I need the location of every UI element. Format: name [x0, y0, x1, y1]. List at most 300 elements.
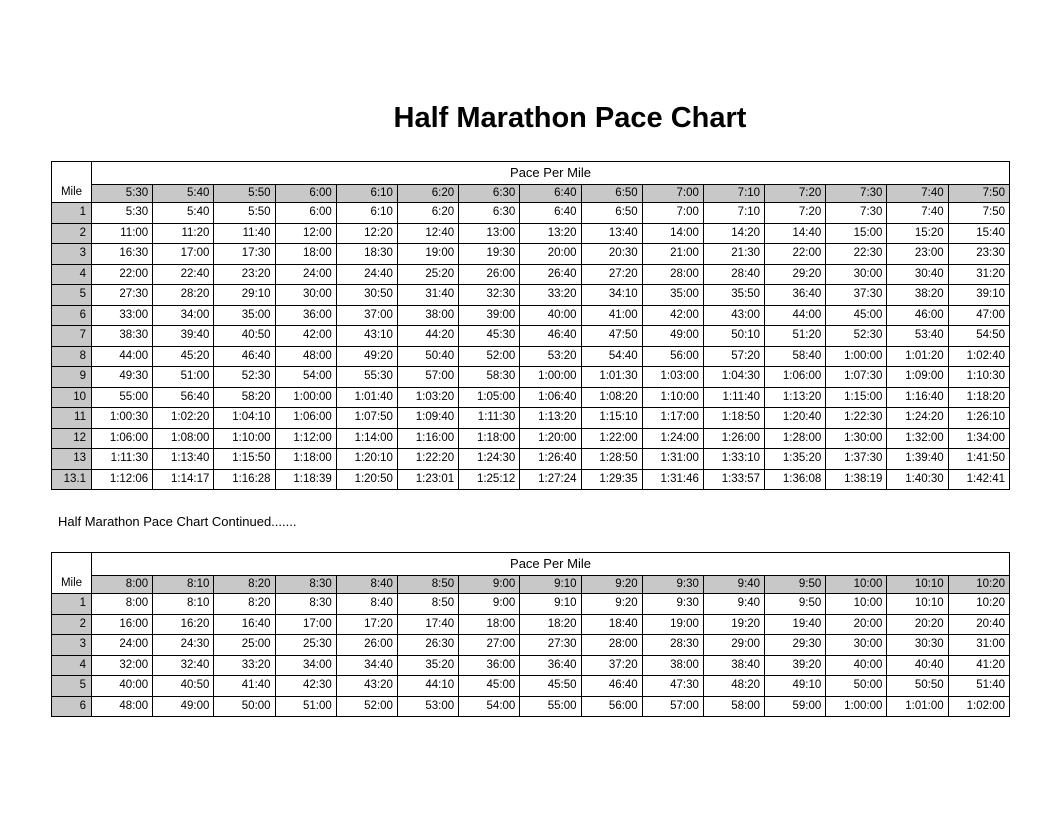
time-cell: 1:12:00	[275, 428, 336, 449]
time-cell: 11:00	[92, 223, 153, 244]
pace-per-mile-header: Pace Per Mile	[92, 162, 1010, 185]
time-cell: 26:40	[520, 264, 581, 285]
time-cell: 1:22:00	[581, 428, 642, 449]
time-cell: 34:40	[336, 655, 397, 676]
table-row	[52, 387, 1010, 408]
time-cell: 20:40	[948, 614, 1009, 635]
time-cell: 1:40:30	[887, 469, 948, 490]
time-cell: 1:14:00	[336, 428, 397, 449]
time-cell: 1:07:50	[336, 408, 397, 429]
time-cell: 24:40	[336, 264, 397, 285]
pace-title-row	[52, 162, 1010, 185]
time-cell: 38:00	[397, 305, 458, 326]
time-cell: 1:27:24	[520, 469, 581, 490]
time-cell: 24:30	[153, 635, 214, 656]
table-row	[52, 614, 1010, 635]
mile-cell: 13.1	[52, 469, 92, 490]
time-cell: 1:34:00	[948, 428, 1009, 449]
time-cell: 40:50	[214, 326, 275, 347]
time-cell: 37:30	[826, 285, 887, 306]
time-cell: 33:20	[214, 655, 275, 676]
time-cell: 8:10	[153, 594, 214, 615]
time-cell: 55:00	[520, 696, 581, 717]
time-cell: 1:13:40	[153, 449, 214, 470]
table-row	[52, 223, 1010, 244]
time-cell: 56:00	[642, 346, 703, 367]
time-cell: 1:28:50	[581, 449, 642, 470]
time-cell: 1:18:00	[275, 449, 336, 470]
time-cell: 1:23:01	[397, 469, 458, 490]
time-cell: 32:30	[459, 285, 520, 306]
time-cell: 7:40	[887, 203, 948, 224]
pace-table-1	[51, 161, 1010, 490]
pace-header-cell: 6:00	[275, 185, 336, 203]
time-cell: 1:01:30	[581, 367, 642, 388]
table-row	[52, 635, 1010, 656]
time-cell: 1:11:30	[92, 449, 153, 470]
table-row	[52, 428, 1010, 449]
time-cell: 1:13:20	[520, 408, 581, 429]
time-cell: 27:00	[459, 635, 520, 656]
time-cell: 25:00	[214, 635, 275, 656]
time-cell: 36:00	[275, 305, 336, 326]
table-row	[52, 449, 1010, 470]
mile-cell: 6	[52, 305, 92, 326]
time-cell: 45:30	[459, 326, 520, 347]
mile-cell: 1	[52, 203, 92, 224]
pace-header-cell: 8:00	[92, 576, 153, 594]
time-cell: 20:20	[887, 614, 948, 635]
time-cell: 55:00	[92, 387, 153, 408]
time-cell: 32:40	[153, 655, 214, 676]
table-row	[52, 203, 1010, 224]
table-row	[52, 285, 1010, 306]
time-cell: 10:10	[887, 594, 948, 615]
time-cell: 18:20	[520, 614, 581, 635]
time-cell: 49:20	[336, 346, 397, 367]
time-cell: 23:00	[887, 244, 948, 265]
time-cell: 51:40	[948, 676, 1009, 697]
time-cell: 55:30	[336, 367, 397, 388]
time-cell: 28:20	[153, 285, 214, 306]
time-cell: 40:00	[826, 655, 887, 676]
time-cell: 40:50	[153, 676, 214, 697]
time-cell: 1:18:20	[948, 387, 1009, 408]
time-cell: 38:00	[642, 655, 703, 676]
time-cell: 30:00	[826, 264, 887, 285]
time-cell: 42:00	[642, 305, 703, 326]
time-cell: 52:00	[459, 346, 520, 367]
time-cell: 56:00	[581, 696, 642, 717]
time-cell: 51:00	[153, 367, 214, 388]
pace-table-2	[51, 552, 1010, 717]
time-cell: 35:00	[214, 305, 275, 326]
mile-column-header: Mile	[52, 162, 92, 203]
time-cell: 7:30	[826, 203, 887, 224]
time-cell: 43:10	[336, 326, 397, 347]
time-cell: 12:40	[397, 223, 458, 244]
time-cell: 1:42:41	[948, 469, 1009, 490]
time-cell: 1:20:50	[336, 469, 397, 490]
time-cell: 28:00	[581, 635, 642, 656]
time-cell: 36:40	[520, 655, 581, 676]
time-cell: 1:26:40	[520, 449, 581, 470]
time-cell: 44:10	[397, 676, 458, 697]
time-cell: 1:03:00	[642, 367, 703, 388]
time-cell: 1:32:00	[887, 428, 948, 449]
time-cell: 33:00	[92, 305, 153, 326]
time-cell: 32:00	[92, 655, 153, 676]
time-cell: 9:50	[765, 594, 826, 615]
time-cell: 57:00	[397, 367, 458, 388]
time-cell: 52:30	[826, 326, 887, 347]
mile-cell: 3	[52, 635, 92, 656]
time-cell: 6:10	[336, 203, 397, 224]
table-row	[52, 367, 1010, 388]
time-cell: 29:30	[765, 635, 826, 656]
time-cell: 1:06:00	[92, 428, 153, 449]
time-cell: 58:40	[765, 346, 826, 367]
time-cell: 1:26:00	[703, 428, 764, 449]
time-cell: 1:01:00	[887, 696, 948, 717]
pace-header-cell: 8:10	[153, 576, 214, 594]
time-cell: 1:08:00	[153, 428, 214, 449]
time-cell: 1:16:00	[397, 428, 458, 449]
time-cell: 49:00	[153, 696, 214, 717]
time-cell: 1:18:39	[275, 469, 336, 490]
time-cell: 1:08:20	[581, 387, 642, 408]
time-cell: 30:50	[336, 285, 397, 306]
time-cell: 19:30	[459, 244, 520, 265]
time-cell: 50:00	[826, 676, 887, 697]
time-cell: 51:20	[765, 326, 826, 347]
time-cell: 1:15:00	[826, 387, 887, 408]
time-cell: 22:00	[765, 244, 826, 265]
time-cell: 17:20	[336, 614, 397, 635]
table-row	[52, 469, 1010, 490]
time-cell: 54:00	[275, 367, 336, 388]
time-cell: 1:10:00	[642, 387, 703, 408]
time-cell: 45:50	[520, 676, 581, 697]
time-cell: 1:07:30	[826, 367, 887, 388]
pace-header-cell: 7:50	[948, 185, 1009, 203]
pace-header-cell: 9:10	[520, 576, 581, 594]
time-cell: 20:00	[826, 614, 887, 635]
time-cell: 31:20	[948, 264, 1009, 285]
mile-column-header: Mile	[52, 553, 92, 594]
table-row	[52, 326, 1010, 347]
time-cell: 52:30	[214, 367, 275, 388]
pace-header-cell: 8:20	[214, 576, 275, 594]
time-cell: 19:20	[703, 614, 764, 635]
time-cell: 1:06:00	[275, 408, 336, 429]
time-cell: 11:40	[214, 223, 275, 244]
time-cell: 12:00	[275, 223, 336, 244]
time-cell: 41:20	[948, 655, 1009, 676]
time-cell: 34:00	[153, 305, 214, 326]
time-cell: 1:01:20	[887, 346, 948, 367]
time-cell: 23:20	[214, 264, 275, 285]
time-cell: 1:20:40	[765, 408, 826, 429]
mile-cell: 8	[52, 346, 92, 367]
time-cell: 58:00	[703, 696, 764, 717]
mile-cell: 4	[52, 264, 92, 285]
time-cell: 46:40	[581, 676, 642, 697]
time-cell: 38:20	[887, 285, 948, 306]
time-cell: 22:00	[92, 264, 153, 285]
time-cell: 1:06:00	[765, 367, 826, 388]
time-cell: 33:20	[520, 285, 581, 306]
time-cell: 30:00	[826, 635, 887, 656]
pace-header-cell: 7:10	[703, 185, 764, 203]
time-cell: 26:00	[459, 264, 520, 285]
time-cell: 1:05:00	[459, 387, 520, 408]
time-cell: 8:00	[92, 594, 153, 615]
time-cell: 46:40	[214, 346, 275, 367]
time-cell: 49:10	[765, 676, 826, 697]
table-row	[52, 408, 1010, 429]
time-cell: 1:22:30	[826, 408, 887, 429]
time-cell: 1:24:20	[887, 408, 948, 429]
time-cell: 1:15:50	[214, 449, 275, 470]
time-cell: 11:20	[153, 223, 214, 244]
time-cell: 1:03:20	[397, 387, 458, 408]
time-cell: 46:40	[520, 326, 581, 347]
time-cell: 1:06:40	[520, 387, 581, 408]
page-title: Half Marathon Pace Chart	[393, 102, 747, 134]
time-cell: 59:00	[765, 696, 826, 717]
pace-header-cell: 9:20	[581, 576, 642, 594]
mile-cell: 13	[52, 449, 92, 470]
time-cell: 58:30	[459, 367, 520, 388]
time-cell: 13:40	[581, 223, 642, 244]
time-cell: 27:20	[581, 264, 642, 285]
time-cell: 7:50	[948, 203, 1009, 224]
time-cell: 22:40	[153, 264, 214, 285]
time-cell: 22:30	[826, 244, 887, 265]
pace-header-row	[52, 185, 1010, 203]
time-cell: 1:12:06	[92, 469, 153, 490]
time-cell: 1:37:30	[826, 449, 887, 470]
time-cell: 54:40	[581, 346, 642, 367]
time-cell: 56:40	[153, 387, 214, 408]
mile-cell: 4	[52, 655, 92, 676]
time-cell: 25:20	[397, 264, 458, 285]
time-cell: 1:35:20	[765, 449, 826, 470]
pace-per-mile-header: Pace Per Mile	[92, 553, 1010, 576]
mile-cell: 10	[52, 387, 92, 408]
time-cell: 5:50	[214, 203, 275, 224]
mile-cell: 5	[52, 285, 92, 306]
time-cell: 36:00	[459, 655, 520, 676]
time-cell: 17:00	[275, 614, 336, 635]
mile-cell: 3	[52, 244, 92, 265]
pace-header-cell: 5:50	[214, 185, 275, 203]
pace-header-cell: 5:30	[92, 185, 153, 203]
time-cell: 49:30	[92, 367, 153, 388]
time-cell: 48:00	[275, 346, 336, 367]
time-cell: 21:30	[703, 244, 764, 265]
time-cell: 9:00	[459, 594, 520, 615]
time-cell: 40:00	[92, 676, 153, 697]
time-cell: 54:00	[459, 696, 520, 717]
time-cell: 35:50	[703, 285, 764, 306]
time-cell: 1:18:50	[703, 408, 764, 429]
time-cell: 50:50	[887, 676, 948, 697]
mile-cell: 9	[52, 367, 92, 388]
time-cell: 1:04:10	[214, 408, 275, 429]
time-cell: 48:00	[92, 696, 153, 717]
time-cell: 34:10	[581, 285, 642, 306]
pace-header-cell: 9:30	[642, 576, 703, 594]
time-cell: 50:10	[703, 326, 764, 347]
time-cell: 30:30	[887, 635, 948, 656]
pace-header-cell: 10:20	[948, 576, 1009, 594]
time-cell: 9:20	[581, 594, 642, 615]
time-cell: 1:33:57	[703, 469, 764, 490]
time-cell: 27:30	[520, 635, 581, 656]
pace-header-cell: 6:30	[459, 185, 520, 203]
time-cell: 8:30	[275, 594, 336, 615]
continued-label: Half Marathon Pace Chart Continued.......	[58, 514, 297, 529]
time-cell: 15:00	[826, 223, 887, 244]
pace-header-cell: 10:10	[887, 576, 948, 594]
pace-header-cell: 7:20	[765, 185, 826, 203]
time-cell: 17:30	[214, 244, 275, 265]
time-cell: 1:09:00	[887, 367, 948, 388]
time-cell: 14:00	[642, 223, 703, 244]
time-cell: 15:40	[948, 223, 1009, 244]
time-cell: 16:40	[214, 614, 275, 635]
time-cell: 43:00	[703, 305, 764, 326]
time-cell: 1:02:40	[948, 346, 1009, 367]
time-cell: 1:16:40	[887, 387, 948, 408]
time-cell: 1:02:00	[948, 696, 1009, 717]
time-cell: 1:09:40	[397, 408, 458, 429]
time-cell: 42:30	[275, 676, 336, 697]
time-cell: 12:20	[336, 223, 397, 244]
pace-header-cell: 10:00	[826, 576, 887, 594]
time-cell: 37:20	[581, 655, 642, 676]
mile-cell: 1	[52, 594, 92, 615]
mile-cell: 2	[52, 223, 92, 244]
time-cell: 7:10	[703, 203, 764, 224]
time-cell: 30:00	[275, 285, 336, 306]
time-cell: 31:00	[948, 635, 1009, 656]
pace-header-cell: 7:40	[887, 185, 948, 203]
pace-header-cell: 8:50	[397, 576, 458, 594]
time-cell: 1:00:00	[275, 387, 336, 408]
time-cell: 57:20	[703, 346, 764, 367]
time-cell: 24:00	[275, 264, 336, 285]
time-cell: 41:40	[214, 676, 275, 697]
time-cell: 40:00	[520, 305, 581, 326]
time-cell: 45:00	[826, 305, 887, 326]
time-cell: 1:00:00	[520, 367, 581, 388]
time-cell: 18:30	[336, 244, 397, 265]
mile-cell: 6	[52, 696, 92, 717]
time-cell: 1:36:08	[765, 469, 826, 490]
time-cell: 1:38:19	[826, 469, 887, 490]
time-cell: 1:24:30	[459, 449, 520, 470]
time-cell: 43:20	[336, 676, 397, 697]
time-cell: 13:20	[520, 223, 581, 244]
pace-header-cell: 9:40	[703, 576, 764, 594]
time-cell: 15:20	[887, 223, 948, 244]
time-cell: 24:00	[92, 635, 153, 656]
time-cell: 1:20:00	[520, 428, 581, 449]
time-cell: 41:00	[581, 305, 642, 326]
time-cell: 30:40	[887, 264, 948, 285]
time-cell: 39:40	[153, 326, 214, 347]
time-cell: 54:50	[948, 326, 1009, 347]
time-cell: 7:20	[765, 203, 826, 224]
time-cell: 1:16:28	[214, 469, 275, 490]
time-cell: 6:00	[275, 203, 336, 224]
table-row	[52, 305, 1010, 326]
pace-header-cell: 8:40	[336, 576, 397, 594]
time-cell: 8:40	[336, 594, 397, 615]
time-cell: 19:00	[642, 614, 703, 635]
time-cell: 19:00	[397, 244, 458, 265]
time-cell: 1:28:00	[765, 428, 826, 449]
table-row	[52, 346, 1010, 367]
time-cell: 40:40	[887, 655, 948, 676]
time-cell: 16:30	[92, 244, 153, 265]
time-cell: 1:02:20	[153, 408, 214, 429]
mile-cell: 11	[52, 408, 92, 429]
time-cell: 53:20	[520, 346, 581, 367]
pace-header-cell: 6:50	[581, 185, 642, 203]
time-cell: 29:20	[765, 264, 826, 285]
time-cell: 1:15:10	[581, 408, 642, 429]
time-cell: 1:25:12	[459, 469, 520, 490]
time-cell: 39:20	[765, 655, 826, 676]
pace-header-cell: 9:00	[459, 576, 520, 594]
time-cell: 36:40	[765, 285, 826, 306]
time-cell: 51:00	[275, 696, 336, 717]
time-cell: 47:30	[642, 676, 703, 697]
time-cell: 39:00	[459, 305, 520, 326]
time-cell: 35:20	[397, 655, 458, 676]
time-cell: 53:40	[887, 326, 948, 347]
time-cell: 50:00	[214, 696, 275, 717]
time-cell: 13:00	[459, 223, 520, 244]
pace-header-cell: 6:40	[520, 185, 581, 203]
time-cell: 1:00:00	[826, 696, 887, 717]
time-cell: 1:17:00	[642, 408, 703, 429]
time-cell: 1:31:46	[642, 469, 703, 490]
time-cell: 1:11:40	[703, 387, 764, 408]
time-cell: 1:00:00	[826, 346, 887, 367]
time-cell: 9:30	[642, 594, 703, 615]
time-cell: 1:13:20	[765, 387, 826, 408]
time-cell: 19:40	[765, 614, 826, 635]
time-cell: 1:00:30	[92, 408, 153, 429]
time-cell: 1:01:40	[336, 387, 397, 408]
time-cell: 31:40	[397, 285, 458, 306]
time-cell: 1:31:00	[642, 449, 703, 470]
time-cell: 44:00	[765, 305, 826, 326]
time-cell: 29:10	[214, 285, 275, 306]
pace-header-cell: 9:50	[765, 576, 826, 594]
time-cell: 1:10:00	[214, 428, 275, 449]
table-row	[52, 594, 1010, 615]
time-cell: 1:22:20	[397, 449, 458, 470]
time-cell: 1:18:00	[459, 428, 520, 449]
time-cell: 1:39:40	[887, 449, 948, 470]
time-cell: 17:00	[153, 244, 214, 265]
